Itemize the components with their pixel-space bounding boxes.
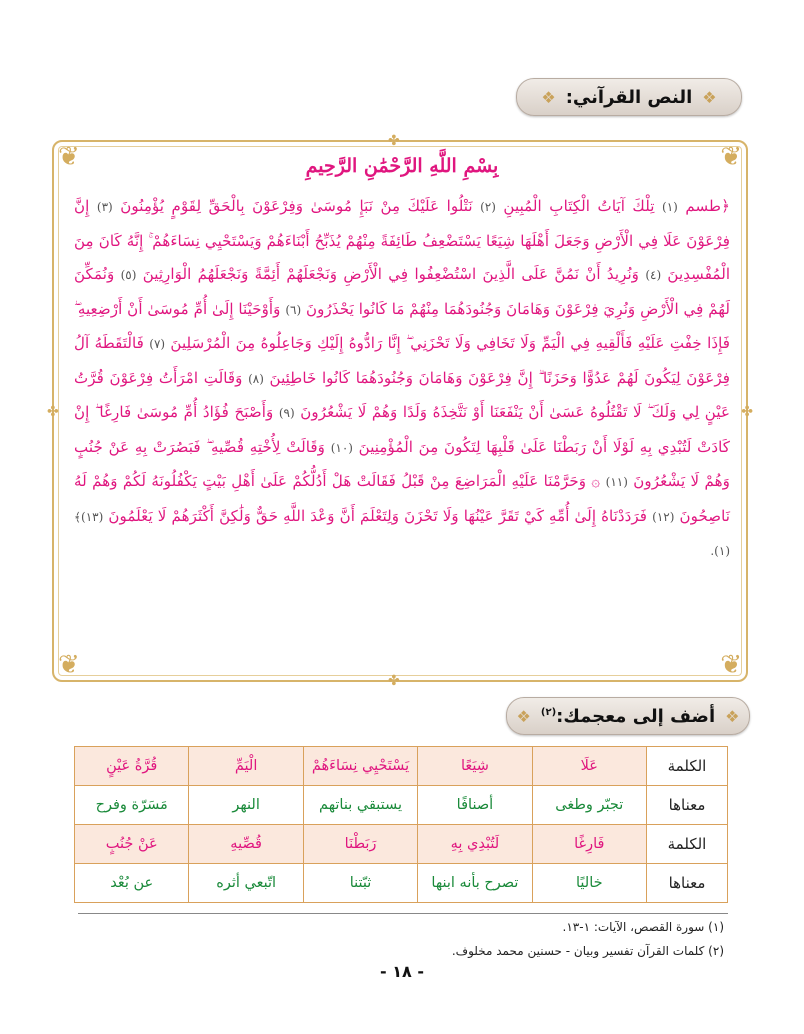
vocab-word-cell: شِيَعًا [418,747,532,786]
frame-edge-ornament-icon: ✤ [47,404,59,420]
frame-corner-ornament-icon: ❦ [720,650,742,680]
verse-text: ﴿طسم [685,197,731,215]
word-label-cell: الكلمة [647,747,728,786]
footnote-2: (٢) كلمات القرآن تفسير وبيان - حسنين محمد مخلوف. [451,944,724,958]
vocab-meaning-cell: أصنافًا [418,786,532,825]
verse-number: (٢) [480,200,496,214]
verse-number: (١٠) [330,440,353,455]
frame-corner-ornament-icon: ❦ [720,142,742,172]
vocab-word-cell: لَتُبْدِي بِهِ [418,825,532,864]
vocab-word-cell: رَبَطْنَا [303,825,417,864]
frame-corner-ornament-icon: ❦ [58,142,80,172]
quran-verses [74,190,730,569]
verse-number: (٧) [149,337,166,351]
verse-number: (٥) [120,268,137,282]
vocab-meaning-cell: اتّبعي أثره [189,864,303,903]
vocab-word-cell: عَلَا [532,747,646,786]
vocab-words-row [75,747,728,786]
verse-text: وَنُمَكِّنَ لَهُمْ فِي الْأَرْضِ وَنُرِيَ فِرْعَوْنَ وَهَامَانَ وَجُنُودَهُمَا مِنْهُمْ مَا كَانُوا يَحْذَرُونَ [74,265,731,318]
verse-number: (٨) [248,371,264,386]
verse-number: (٤) [645,268,662,282]
footnote-divider [78,913,728,914]
verse-number: (١) [662,200,678,214]
ornament-icon: ❖ [702,87,717,107]
verse-text: إِنَّ فِرْعَوْنَ عَلَا فِي الْأَرْضِ وَجَعَلَ أَهْلَهَا شِيَعًا يَسْتَضْعِفُ طَائِفَةً مِنْهُمْ يُذَبِّحُ أَبْنَاءَهُمْ وَيَسْتَحْيِي نِسَاءَهُمْ ۚ إِنَّهُ كَانَ مِنَ الْمُفْسِدِينَ [74,197,731,283]
vocab-word-cell: فَارِغًا [532,825,646,864]
verse-text: فَرَدَدْنَاهُ إِلَىٰ أُمِّهِ كَيْ تَقَرَّ عَيْنُهَا وَلَا تَحْزَنَ وَلِتَعْلَمَ أَنَّ وَعْدَ اللَّهِ حَقٌّ وَلَٰكِنَّ أَكْثَرَهُمْ لَا يَعْلَمُونَ [108,506,648,525]
vocab-meanings-row [75,786,728,825]
vocabulary-heading-badge [506,697,750,735]
vocab-word-cell: قُرَّةُ عَيْنٍ [75,747,189,786]
frame-edge-ornament-icon: ✤ [388,673,400,689]
vocab-meaning-cell: يستبقي بناتهم [303,786,417,825]
verse-number: (١١) [605,475,628,489]
verse-number: (٦) [285,302,302,317]
verse-text: وَأَصْبَحَ فُؤَادُ أُمِّ مُوسَىٰ فَارِغًا ۖ إِنْ كَادَتْ لَتُبْدِي بِهِ لَوْلَا أَنْ رَبَطْنَا عَلَىٰ قَلْبِهَا لِتَكُونَ مِنَ الْمُؤْمِنِينَ [74,403,730,456]
ornament-icon: ❖ [725,706,740,726]
vocab-meaning-cell: خاليًا [532,864,646,903]
verse-text: تِلْكَ آيَاتُ الْكِتَابِ الْمُبِينِ [503,197,655,215]
vocab-meanings-row [75,864,728,903]
verse-text: ۞ وَحَرَّمْنَا عَلَيْهِ الْمَرَاضِعَ مِنْ قَبْلُ فَقَالَتْ هَلْ أَدُلُّكُمْ عَلَىٰ أَهْلِ بَيْتٍ يَكْفُلُونَهُ لَكُمْ وَهُمْ لَهُ نَاصِحُونَ [74,472,731,525]
verse-number: (٩) [278,406,295,420]
vocab-word-cell: قُصِّيهِ [189,825,303,864]
frame-edge-ornament-icon: ✤ [388,133,400,149]
footnote-1: (١) سورة القصص، الآيات: ١-١٣. [562,920,724,934]
frame-corner-ornament-icon: ❦ [58,650,80,680]
verse-text: نَتْلُوا عَلَيْكَ مِنْ نَبَإِ مُوسَىٰ وَفِرْعَوْنَ بِالْحَقِّ لِقَوْمٍ يُؤْمِنُونَ [120,197,473,215]
basmala: بِسْمِ اللَّهِ الرَّحْمَٰنِ الرَّحِيمِ [305,155,499,177]
verse-text: وَقَالَتْ لِأُخْتِهِ قُصِّيهِ ۖ فَبَصُرَتْ بِهِ عَنْ جُنُبٍ وَهُمْ لَا يَشْعُرُونَ [74,437,731,490]
ornament-icon: ❖ [516,706,531,726]
vocabulary-heading: أضف إلى معجمك:$^{(٢)}$ [540,705,716,727]
quran-text-heading: النص القرآني: [565,86,693,108]
verse-number: (١٢) [652,509,675,524]
verse-number: (٣) [96,200,113,214]
vocab-meaning-cell: مَسَرّة وفرح [75,786,189,825]
page-number: - ١٨ - [380,962,424,981]
vocab-meaning-cell: تصرح بأنه ابنها [418,864,532,903]
verse-text: وَقَالَتِ امْرَأَتُ فِرْعَوْنَ قُرَّتُ عَيْنٍ لِي وَلَكَ ۖ لَا تَقْتُلُوهُ عَسَىٰ أَنْ يَنْفَعَنَا أَوْ نَتَّخِذَهُ وَلَدًا وَهُمْ لَا يَشْعُرُونَ [74,368,731,421]
verse-text: فَالْتَقَطَهُ آلُ فِرْعَوْنَ لِيَكُونَ لَهُمْ عَدُوًّا وَحَزَنًا ۗ إِنَّ فِرْعَوْنَ وَهَامَانَ وَجُنُودَهُمَا كَانُوا خَاطِئِينَ [74,334,730,387]
vocab-word-cell: الْيَمِّ [189,747,303,786]
vocab-meaning-cell: تجبّر وطغى [532,786,646,825]
vocab-word-cell: يَسْتَحْيِي نِسَاءَهُمْ [303,747,417,786]
frame-edge-ornament-icon: ✤ [741,404,753,420]
verses-footnote-ref: (١). [710,544,730,558]
vocab-meaning-cell: عن بُعْد [75,864,189,903]
word-label-cell: الكلمة [647,825,728,864]
vocabulary-table [74,746,728,903]
vocab-meaning-cell: ثبّتنا [303,864,417,903]
verse-text: وَنُرِيدُ أَنْ نَمُنَّ عَلَى الَّذِينَ اسْتُضْعِفُوا فِي الْأَرْضِ وَنَجْعَلَهُمْ أَئِمَّةً وَنَجْعَلَهُمُ الْوَارِثِينَ [142,265,640,283]
vocab-word-cell: عَنْ جُنُبٍ [75,825,189,864]
vocab-words-row [75,825,728,864]
vocab-meaning-cell: النهر [189,786,303,825]
verse-number: (١٣)﴾ [74,509,104,524]
meaning-label-cell: معناها [647,786,728,825]
ornament-icon: ❖ [541,87,556,107]
verse-text: وَأَوْحَيْنَا إِلَىٰ أُمِّ مُوسَىٰ أَنْ أَرْضِعِيهِ ۖ فَإِذَا خِفْتِ عَلَيْهِ فَأَلْقِيهِ فِي الْيَمِّ وَلَا تَخَافِي وَلَا تَحْزَنِي ۖ إِنَّا رَادُّوهُ إِلَيْكِ وَجَاعِلُوهُ مِنَ الْمُرْسَلِينَ [74,299,730,352]
meaning-label-cell: معناها [647,864,728,903]
quran-text-heading-badge [516,78,742,116]
